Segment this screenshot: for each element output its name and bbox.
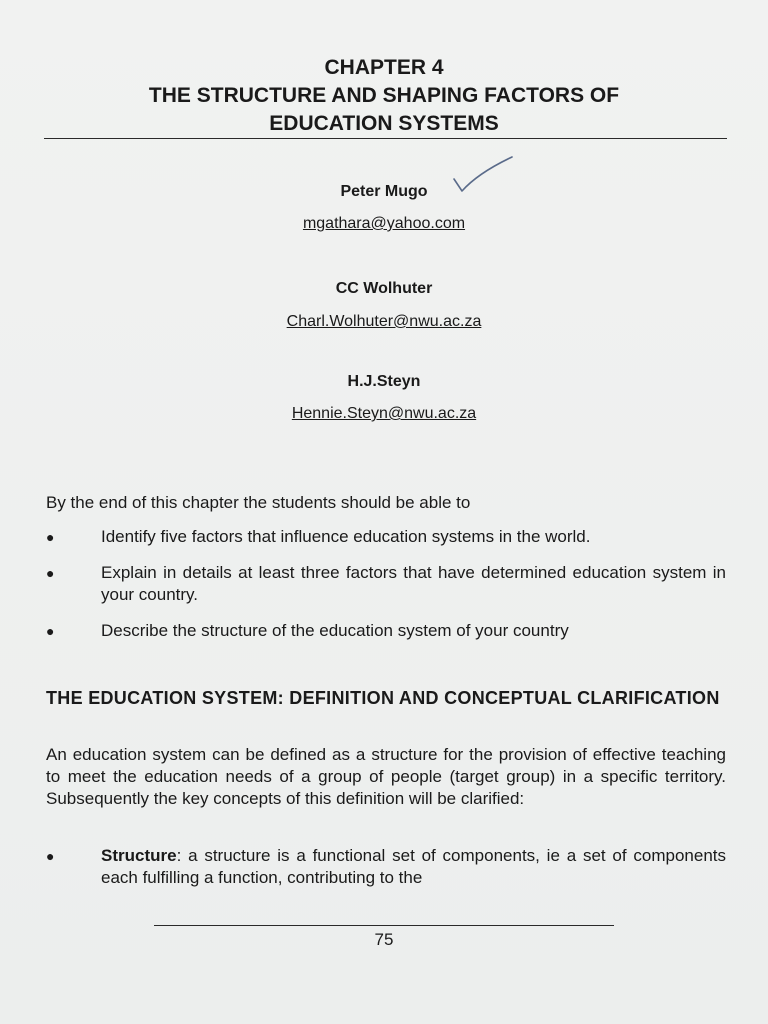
chapter-number: CHAPTER 4	[324, 56, 444, 79]
objective-text: Identify five factors that influence education systems in the world.	[101, 527, 591, 546]
objective-text: Describe the structure of the education system of your country	[101, 621, 569, 640]
list-item	[46, 526, 726, 548]
author-name-3: H.J.Steyn	[347, 373, 421, 390]
definition-term: Structure	[101, 846, 177, 865]
chapter-title-line-2: EDUCATION SYSTEMS	[269, 112, 499, 135]
bullet-icon: ●	[46, 623, 55, 639]
list-item	[46, 845, 726, 889]
author-email-3[interactable]: Hennie.Steyn@nwu.ac.za	[291, 405, 477, 422]
author-email-2[interactable]: Charl.Wolhuter@nwu.ac.za	[286, 313, 482, 330]
author-name-1: Peter Mugo	[340, 183, 428, 200]
author-email-1[interactable]: mgathara@yahoo.com	[302, 215, 466, 232]
checkmark-icon	[448, 155, 518, 200]
objective-text: Explain in details at least three factors that have determined education system in your country.	[101, 563, 726, 604]
bullet-icon: ●	[46, 529, 55, 545]
heading-divider	[44, 138, 727, 139]
page-number: 75	[374, 930, 394, 949]
chapter-heading	[40, 54, 728, 138]
list-item	[46, 562, 726, 606]
bullet-icon: ●	[46, 848, 55, 864]
objectives-list	[46, 526, 726, 656]
bullet-icon: ●	[46, 565, 55, 581]
section-heading: THE EDUCATION SYSTEM: DEFINITION AND CONCEPTUAL CLARIFICATION	[46, 688, 720, 708]
objectives-intro: By the end of this chapter the students should be able to	[46, 493, 471, 512]
definition-text: : a structure is a functional set of components, ie a set of components each fulfilling a function, contributing to the	[101, 846, 726, 887]
author-name-2: CC Wolhuter	[335, 280, 433, 297]
section-paragraph: An education system can be defined as a structure for the provision of effective teaching to meet the education needs of a group of people (target group) in a specific territory. Subsequently the key concepts of this definition will be clarified:	[46, 745, 726, 808]
chapter-title-line-1: THE STRUCTURE AND SHAPING FACTORS OF	[148, 84, 620, 107]
footer-divider	[154, 925, 614, 926]
list-item	[46, 620, 726, 642]
